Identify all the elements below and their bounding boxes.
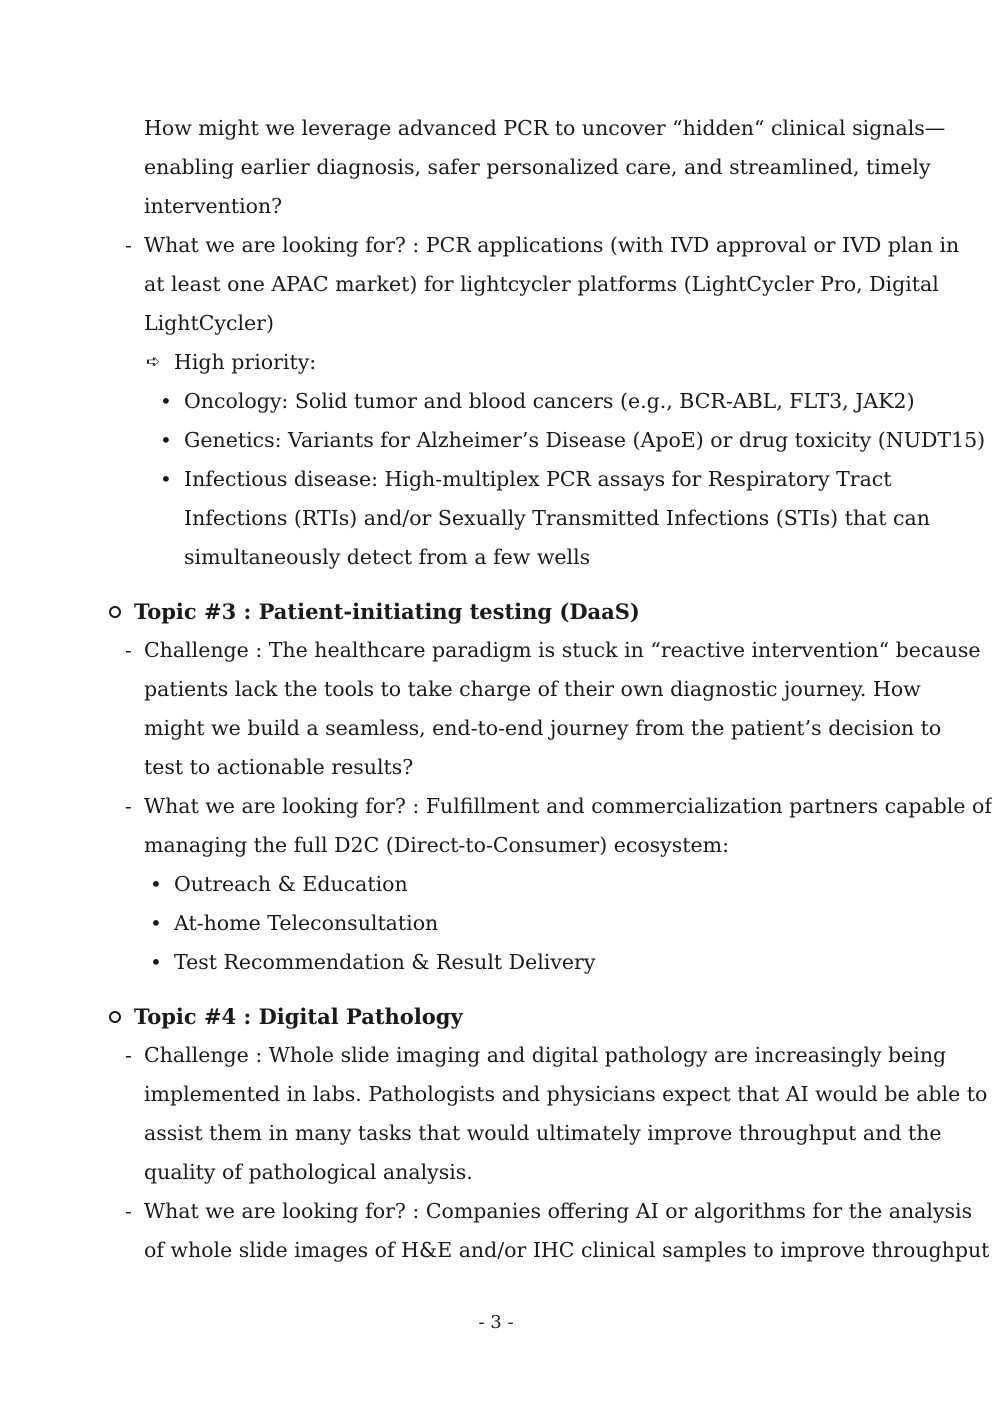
priority-label: High priority: (174, 350, 317, 374)
looking-for-line: LightCycler) (144, 311, 274, 335)
challenge-line: test to actionable results? (144, 755, 414, 779)
looking-for-line: managing the full D2C (Direct-to-Consumer) ecosystem: (144, 833, 730, 857)
looking-for-line: What we are looking for? : Fulfillment and commercialization partners capable of (144, 794, 992, 818)
list-item: Test Recommendation & Result Delivery (174, 950, 596, 974)
looking-for-line: of whole slide images of H&E and/or IHC clinical samples to improve throughput (144, 1238, 990, 1262)
priority-item: Genetics: Variants for Alzheimer’s Disease (ApoE) or drug toxicity (NUDT15) (184, 428, 986, 452)
list-item: Outreach & Education (174, 872, 408, 896)
challenge-line: implemented in labs. Pathologists and physicians expect that AI would be able to (144, 1082, 988, 1106)
dash-marker: - (125, 1043, 132, 1067)
priority-item: Infections (RTIs) and/or Sexually Transmitted Infections (STIs) that can (184, 506, 930, 530)
bullet-icon: • (160, 467, 172, 491)
priority-item: simultaneously detect from a few wells (184, 545, 591, 569)
looking-for-line: What we are looking for? : Companies offering AI or algorithms for the analysis (144, 1199, 973, 1223)
challenge-line: patients lack the tools to take charge of their own diagnostic journey. How (144, 677, 921, 701)
looking-for-line: What we are looking for? : PCR applications (with IVD approval or IVD plan in (144, 233, 960, 257)
section-circle-icon (109, 606, 121, 618)
dash-marker: - (125, 233, 132, 257)
priority-item: Infectious disease: High-multiplex PCR assays for Respiratory Tract (184, 467, 892, 491)
looking-for-line: at least one APAC market) for lightcycler platforms (LightCycler Pro, Digital (144, 272, 939, 296)
bullet-icon: • (160, 389, 172, 413)
challenge-line: assist them in many tasks that would ultimately improve throughput and the (144, 1121, 942, 1145)
list-item: At-home Teleconsultation (174, 911, 439, 935)
section-circle-icon (109, 1011, 121, 1023)
challenge-line: Challenge : Whole slide imaging and digital pathology are increasingly being (144, 1043, 947, 1067)
challenge-line: might we build a seamless, end-to-end journey from the patient’s decision to (144, 716, 942, 740)
dash-marker: - (125, 794, 132, 818)
bullet-icon: • (150, 950, 162, 974)
challenge-line: Challenge : The healthcare paradigm is stuck in “reactive intervention“ because (144, 638, 981, 662)
intro-line: intervention? (144, 194, 283, 218)
bullet-icon: • (160, 428, 172, 452)
topic4-heading: Topic #4 : Digital Pathology (134, 1004, 463, 1029)
page-number: - 3 - (478, 1312, 514, 1333)
dash-marker: - (125, 1199, 132, 1223)
topic3-heading: Topic #3 : Patient-initiating testing (DaaS) (134, 599, 640, 624)
challenge-line: quality of pathological analysis. (144, 1160, 473, 1184)
bullet-icon: • (150, 872, 162, 896)
bullet-icon: • (150, 911, 162, 935)
intro-line: How might we leverage advanced PCR to uncover “hidden“ clinical signals— (144, 116, 946, 140)
arrow-right-icon: ➪ (146, 352, 161, 372)
priority-item: Oncology: Solid tumor and blood cancers (e.g., BCR-ABL, FLT3, JAK2) (184, 389, 915, 413)
intro-line: enabling earlier diagnosis, safer personalized care, and streamlined, timely (144, 155, 931, 179)
dash-marker: - (125, 638, 132, 662)
